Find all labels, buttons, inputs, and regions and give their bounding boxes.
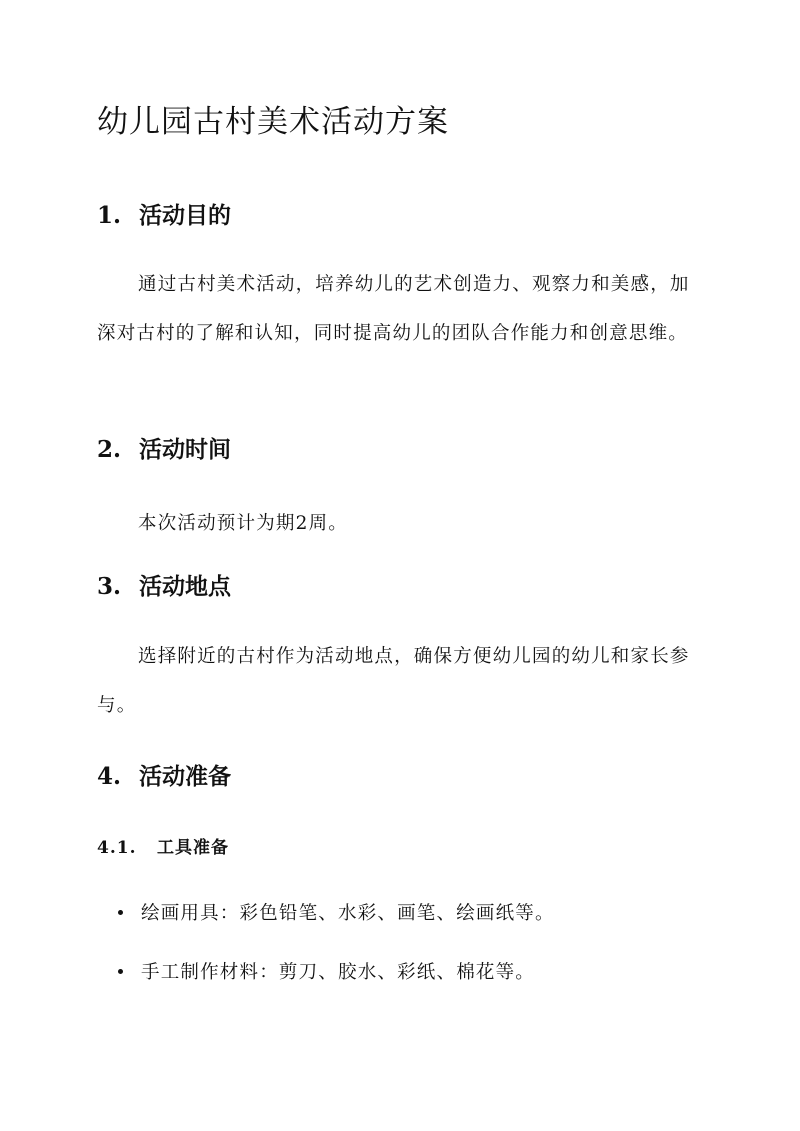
section-3-paragraph: 选择附近的古村作为活动地点，确保方便幼儿园的幼儿和家长参与。 <box>97 646 690 716</box>
section-4-heading <box>97 758 231 791</box>
section-2-paragraph: 本次活动预计为期2周。 <box>138 513 348 534</box>
section-2-heading <box>97 431 231 464</box>
section-4-number: 4. <box>97 763 122 790</box>
section-1-paragraph: 通过古村美术活动，培养幼儿的艺术创造力、观察力和美感，加深对古村的了解和认知，同时提高幼儿的团队合作能力和创意思维。 <box>97 274 690 344</box>
subsection-4-1-number: 4.1. <box>97 838 137 858</box>
section-1-heading <box>97 197 231 230</box>
section-2-title: 活动时间 <box>139 436 231 463</box>
list-item-text: 绘画用具：彩色铅笔、水彩、画笔、绘画纸等。 <box>141 903 555 924</box>
list-item <box>118 958 535 984</box>
section-3-title: 活动地点 <box>139 573 231 600</box>
section-1-number: 1. <box>97 202 122 229</box>
section-2-number: 2. <box>97 436 122 463</box>
section-4-title: 活动准备 <box>139 763 231 790</box>
list-item <box>118 899 555 925</box>
list-item-text: 手工制作材料：剪刀、胶水、彩纸、棉花等。 <box>141 962 536 983</box>
bullet-icon <box>118 969 123 974</box>
section-3-number: 3. <box>97 573 122 600</box>
bullet-icon <box>118 910 123 915</box>
section-3-heading <box>97 568 231 601</box>
section-1-title: 活动目的 <box>139 202 231 229</box>
subsection-4-1-title: 工具准备 <box>157 838 229 858</box>
subsection-4-1-heading <box>97 833 229 858</box>
document-title: 幼儿园古村美术活动方案 <box>97 104 449 140</box>
